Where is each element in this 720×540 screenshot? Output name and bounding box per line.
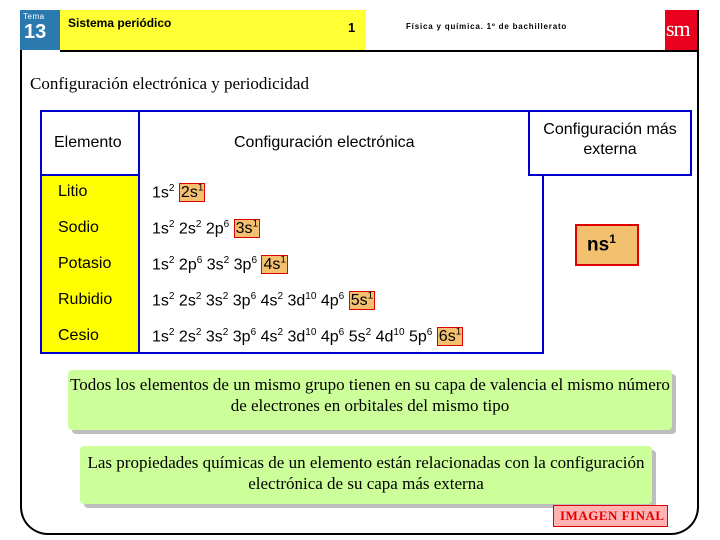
header <box>20 10 697 52</box>
tema-number: 13 <box>24 21 47 43</box>
tema-label: Tema <box>23 12 45 21</box>
tema-badge <box>20 10 60 50</box>
outer-config-header <box>528 110 692 176</box>
electron-configuration: $1s^2$ $2s^2$ $3s^2$ $3p^6$ $4s^2$ $3d^{10}$ $4p^6$ $5s^1$ <box>152 291 374 310</box>
subject-title: Física y química. 1º de bachillerato <box>406 22 568 31</box>
outer-orbital-highlight: $5s^1$ <box>350 291 374 310</box>
column-header-element: Elemento <box>54 134 122 151</box>
table-row <box>42 282 542 318</box>
electron-configuration: $1s^2$ $2s^2$ $2p^6$ $3s^1$ <box>152 219 259 238</box>
electron-configuration: $1s^2$ $2s^1$ <box>152 183 204 202</box>
imagen-final-label: IMAGEN FINAL <box>560 508 665 523</box>
properties-note: Las propiedades químicas de un elemento están relacionadas con la configuración electrónica de su capa más externa <box>80 446 652 504</box>
outer-config-formula: $ns^1$ <box>587 232 616 256</box>
element-name: Potasio <box>58 255 112 272</box>
group-note: Todos los elementos de un mismo grupo tienen en su capa de valencia el mismo número de electrones en orbitales del mismo tipo <box>68 370 672 430</box>
sm-logo-text: sm <box>666 16 690 41</box>
table-header <box>42 112 542 176</box>
sm-logo <box>665 10 697 52</box>
element-name: Rubidio <box>58 291 113 308</box>
electron-configuration: $1s^2$ $2p^6$ $3s^2$ $3p^6$ $4s^1$ <box>152 255 286 274</box>
imagen-final-button[interactable] <box>553 505 668 527</box>
unit-title: Sistema periódico <box>68 16 172 30</box>
element-name: Sodio <box>58 219 99 236</box>
column-header-outer: Configuración más externa <box>543 121 677 158</box>
outer-orbital-highlight: $4s^1$ <box>263 255 286 274</box>
column-header-config: Configuración electrónica <box>234 134 415 151</box>
section-title: Configuración electrónica y periodicidad <box>30 74 309 93</box>
page-number: 1 <box>348 20 356 35</box>
table-row <box>42 318 542 354</box>
outer-orbital-highlight: $6s^1$ <box>438 327 462 346</box>
table-row <box>42 174 542 210</box>
outer-orbital-highlight: $2s^1$ <box>180 183 204 202</box>
table-row <box>42 246 542 282</box>
outer-orbital-highlight: $3s^1$ <box>235 219 259 238</box>
config-table <box>40 110 544 354</box>
element-name: Cesio <box>58 327 99 344</box>
outer-config-value <box>575 224 639 266</box>
table-row <box>42 210 542 246</box>
electron-configuration: $1s^2$ $2s^2$ $3s^2$ $3p^6$ $4s^2$ $3d^{10}$ $4p^6$ $5s^2$ $4d^{10}$ $5p^6$ $6s^1$ <box>152 327 462 346</box>
subject-bar <box>366 10 665 52</box>
element-name: Litio <box>58 183 88 200</box>
